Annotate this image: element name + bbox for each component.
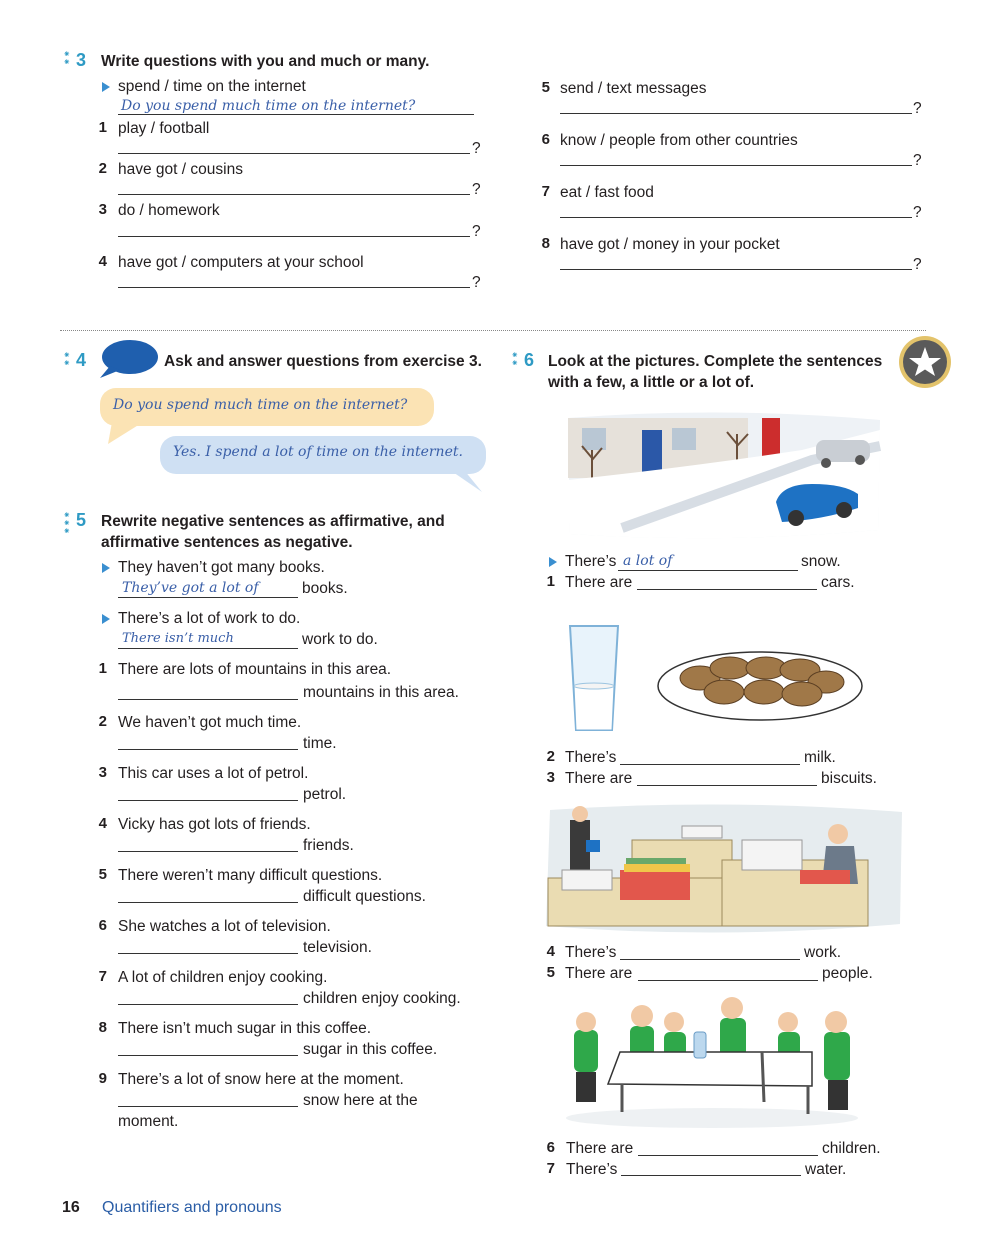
question-mark: ?	[913, 100, 922, 117]
answer-line[interactable]	[560, 165, 912, 166]
answer-line[interactable]	[118, 902, 298, 903]
exercise-icon: ⁕ ⁕	[63, 49, 71, 67]
answer-line	[618, 570, 798, 571]
item-number: 6	[98, 917, 107, 934]
item-tail: snow here at the	[303, 1092, 418, 1109]
item-sentence: There’s a lot of snow here at the moment.	[118, 1071, 404, 1088]
star-badge-icon	[897, 334, 953, 390]
children-table-image	[562, 992, 862, 1132]
example-answer: Do you spend much time on the internet?	[121, 98, 416, 114]
item-number: 4	[546, 943, 555, 960]
item-start: There’s	[565, 553, 617, 570]
item-prompt: have got / computers at your school	[118, 254, 364, 271]
answer-line[interactable]	[118, 194, 470, 195]
answer-line[interactable]	[118, 287, 470, 288]
example-answer: They’ve got a lot of	[122, 580, 259, 596]
exercise-number: 5	[76, 510, 87, 530]
item-start: There are	[565, 965, 633, 982]
exercise-icon: ⁕ ⁕	[511, 350, 519, 368]
item-tail: work to do.	[302, 631, 378, 648]
exercise-title: Look at the pictures. Complete the sentences	[548, 353, 883, 370]
answer-line[interactable]	[118, 699, 298, 700]
exercise-icon: ⁕ ⁕	[63, 350, 71, 368]
answer-line[interactable]	[638, 980, 818, 981]
example-arrow-icon	[102, 614, 110, 624]
answer-line[interactable]	[118, 800, 298, 801]
speech-bubble-icon	[98, 338, 160, 380]
answer-line[interactable]	[118, 953, 298, 954]
item-number: 6	[546, 1139, 555, 1156]
item-prompt: have got / money in your pocket	[560, 236, 780, 253]
answer-text: Yes. I spend a lot of time on the internet.	[173, 444, 463, 460]
exercise-title: affirmative sentences as negative.	[101, 534, 353, 551]
item-number: 8	[98, 1019, 107, 1036]
item-number: 9	[98, 1070, 107, 1087]
question-mark: ?	[472, 140, 481, 157]
item-start: There are	[565, 770, 633, 787]
page-number: 16	[62, 1199, 80, 1216]
milk-glass-image	[566, 622, 622, 734]
item-tail: television.	[303, 939, 372, 956]
answer-line	[118, 114, 474, 115]
item-number: 7	[546, 1160, 555, 1177]
item-start: There’s	[566, 1161, 618, 1178]
answer-line[interactable]	[118, 1106, 298, 1107]
item-number: 1	[98, 119, 107, 136]
example-sentence: There’s a lot of work to do.	[118, 610, 301, 627]
exercise-icon: ⁕ ⁕ ⁕	[63, 510, 71, 536]
item-number: 5	[98, 866, 107, 883]
item-end: people.	[822, 965, 873, 982]
item-tail: books.	[302, 580, 348, 597]
question-mark: ?	[913, 204, 922, 221]
item-number: 4	[98, 253, 107, 270]
item-sentence: She watches a lot of television.	[118, 918, 331, 935]
item-tail: difficult questions.	[303, 888, 426, 905]
answer-line[interactable]	[638, 1155, 818, 1156]
question-mark: ?	[472, 181, 481, 198]
item-sentence: There are lots of mountains in this area.	[118, 661, 392, 678]
item-tail: children enjoy cooking.	[303, 990, 461, 1007]
item-number: 1	[98, 660, 107, 677]
item-end: children.	[822, 1140, 881, 1157]
item-sentence: This car uses a lot of petrol.	[118, 765, 309, 782]
item-number: 5	[541, 79, 550, 96]
item-number: 1	[546, 573, 555, 590]
item-tail: friends.	[303, 837, 354, 854]
exercise-number: 4	[76, 350, 87, 370]
item-number: 7	[98, 968, 107, 985]
item-number: 5	[546, 964, 555, 981]
item-end: snow.	[801, 553, 841, 570]
example-answer: a lot of	[623, 553, 673, 569]
item-number: 3	[98, 201, 107, 218]
item-sentence: There weren’t many difficult questions.	[118, 867, 383, 884]
answer-line[interactable]	[118, 1004, 298, 1005]
answer-line[interactable]	[620, 764, 800, 765]
answer-line	[118, 597, 298, 598]
example-arrow-icon	[102, 82, 110, 92]
item-number: 7	[541, 183, 550, 200]
item-start: There’s	[565, 749, 617, 766]
question-mark: ?	[472, 274, 481, 291]
exercise-title: Write questions with you and much or many.	[101, 53, 430, 70]
answer-line[interactable]	[118, 153, 470, 154]
answer-line[interactable]	[637, 785, 817, 786]
office-work-image	[542, 800, 908, 938]
item-end: milk.	[804, 749, 836, 766]
example-arrow-icon	[102, 563, 110, 573]
snowy-street-image	[562, 410, 886, 542]
item-tail: moment.	[118, 1113, 179, 1130]
item-start: There’s	[565, 944, 617, 961]
answer-line[interactable]	[560, 217, 912, 218]
answer-line[interactable]	[637, 589, 817, 590]
answer-line[interactable]	[621, 1175, 801, 1176]
example-arrow-icon	[549, 557, 557, 567]
item-sentence: We haven’t got much time.	[118, 714, 302, 731]
item-number: 4	[98, 815, 107, 832]
item-number: 3	[98, 764, 107, 781]
example-sentence: They haven’t got many books.	[118, 559, 325, 576]
item-prompt: send / text messages	[560, 80, 707, 97]
answer-line[interactable]	[118, 1055, 298, 1056]
question-mark: ?	[913, 256, 922, 273]
exercise-title: Rewrite negative sentences as affirmative, and	[101, 513, 445, 530]
item-end: biscuits.	[821, 770, 877, 787]
item-number: 2	[98, 160, 107, 177]
question-text: Do you spend much time on the internet?	[113, 397, 408, 413]
answer-line[interactable]	[118, 236, 470, 237]
answer-line[interactable]	[560, 113, 912, 114]
answer-line[interactable]	[118, 851, 298, 852]
answer-line[interactable]	[620, 959, 800, 960]
item-start: There are	[565, 574, 633, 591]
item-number: 8	[541, 235, 550, 252]
item-prompt: play / football	[118, 120, 210, 137]
item-number: 6	[541, 131, 550, 148]
item-end: work.	[804, 944, 842, 961]
item-tail: time.	[303, 735, 337, 752]
item-sentence: There isn’t much sugar in this coffee.	[118, 1020, 372, 1037]
item-number: 2	[546, 748, 555, 765]
exercise-title: with a few, a little or a lot of.	[548, 374, 755, 391]
item-end: water.	[805, 1161, 847, 1178]
exercise-number: 3	[76, 50, 87, 70]
item-start: There are	[566, 1140, 634, 1157]
item-tail: petrol.	[303, 786, 347, 803]
section-title: Quantifiers and pronouns	[102, 1199, 282, 1216]
exercise-title: Ask and answer questions from exercise 3.	[164, 353, 482, 370]
biscuits-plate-image	[656, 648, 864, 722]
item-sentence: Vicky has got lots of friends.	[118, 816, 311, 833]
item-tail: sugar in this coffee.	[303, 1041, 438, 1058]
item-prompt: do / homework	[118, 202, 220, 219]
item-tail: mountains in this area.	[303, 684, 459, 701]
exercise-number: 6	[524, 350, 535, 370]
example-prompt: spend / time on the internet	[118, 78, 306, 95]
item-number: 3	[546, 769, 555, 786]
item-prompt: have got / cousins	[118, 161, 243, 178]
question-mark: ?	[472, 223, 481, 240]
answer-line	[118, 648, 298, 649]
item-sentence: A lot of children enjoy cooking.	[118, 969, 328, 986]
section-divider	[60, 330, 926, 331]
question-mark: ?	[913, 152, 922, 169]
answer-line[interactable]	[118, 749, 298, 750]
item-end: cars.	[821, 574, 855, 591]
item-prompt: know / people from other countries	[560, 132, 798, 149]
example-answer: There isn’t much	[122, 631, 234, 646]
item-number: 2	[98, 713, 107, 730]
answer-line[interactable]	[560, 269, 912, 270]
item-prompt: eat / fast food	[560, 184, 654, 201]
